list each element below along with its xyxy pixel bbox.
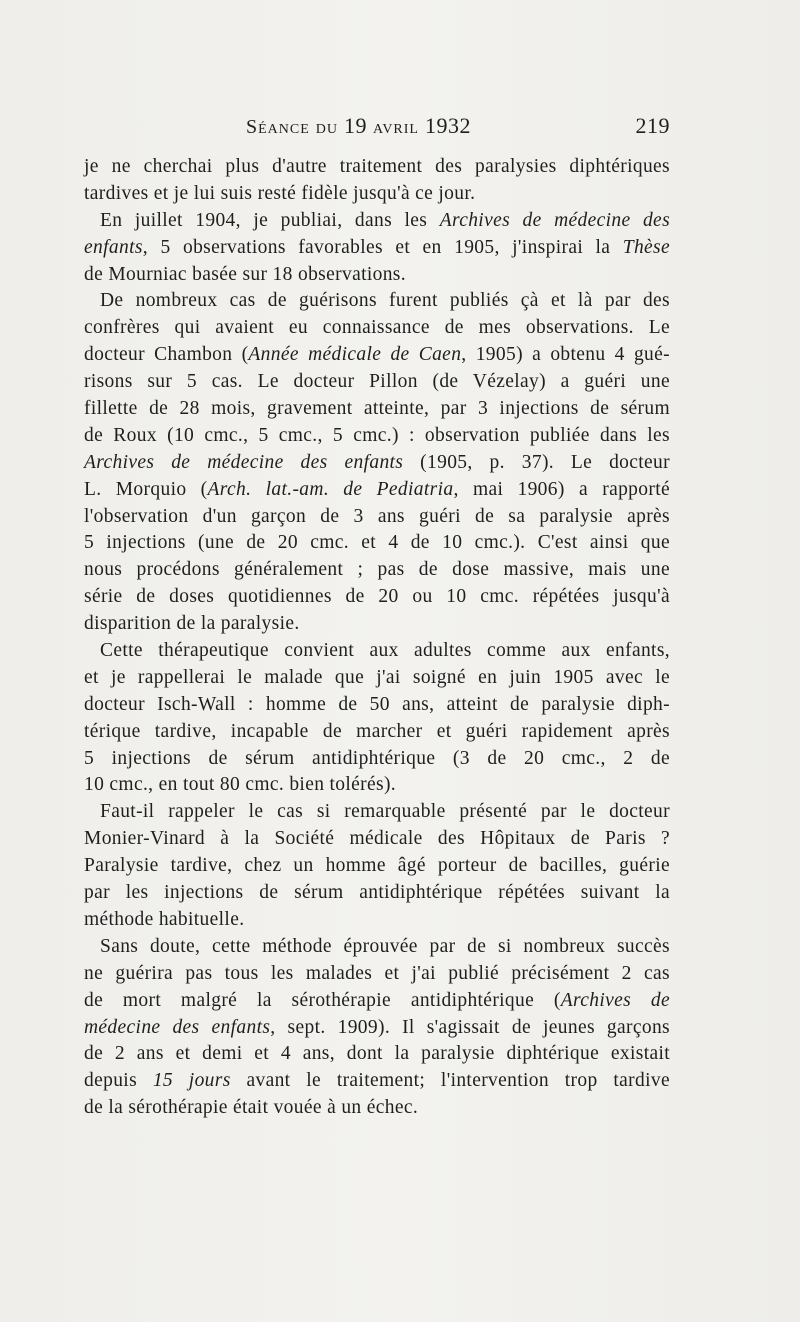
text-line <box>84 880 670 907</box>
italic-text: Année médicale de Caen <box>248 344 462 366</box>
page-header <box>84 113 670 143</box>
running-head-seance: Séance du <box>246 116 339 138</box>
text-segment: , 5 observations favorables et en 1905, j'inspirai la <box>142 236 623 258</box>
text-segment: de mort malgré la sérothérapie antidiphtérique ( <box>84 989 561 1011</box>
text-line <box>84 961 670 988</box>
text-segment: , 1905) a obtenu 4 gué- <box>461 344 671 366</box>
text-segment: Sans doute, cette méthode éprouvée par de si nombreux succès <box>100 935 670 957</box>
text-line <box>84 450 670 477</box>
running-head-year: 1932 <box>424 113 471 138</box>
text-line <box>84 1095 670 1122</box>
page-number: 219 <box>635 113 670 138</box>
text-line <box>84 342 670 369</box>
body-text <box>84 154 670 1122</box>
text-line <box>84 584 670 611</box>
text-line <box>84 692 670 719</box>
text-segment: disparition de la paralysie. <box>84 613 300 635</box>
text-line <box>84 208 670 235</box>
text-segment: Faut-il rappeler le cas si remarquable présenté par le docteur <box>100 801 670 823</box>
text-line <box>84 746 670 773</box>
italic-text: médecine des enfants <box>84 1016 271 1038</box>
text-segment: de Roux (10 cmc., 5 cmc., 5 cmc.) : observation publiée dans les <box>84 424 670 446</box>
text-segment: 10 cmc., en tout 80 cmc. bien tolérés). <box>84 774 397 796</box>
text-segment: et je rappellerai le malade que j'ai soigné en juin 1905 avec le <box>84 666 670 688</box>
text-segment: L. Morquio ( <box>84 478 208 500</box>
text-line <box>84 611 670 638</box>
text-segment: 5 injections (une de 20 cmc. et 4 de 10 cmc.). C'est ainsi que <box>84 532 670 554</box>
text-line <box>84 530 670 557</box>
text-segment: tardives et je lui suis resté fidèle jusqu'à ce jour. <box>84 182 476 204</box>
text-line <box>84 315 670 342</box>
italic-text: 15 jours <box>152 1070 231 1092</box>
text-segment: docteur Isch-Wall : homme de 50 ans, atteint de paralysie diph- <box>84 693 670 715</box>
text-segment: fillette de 28 mois, gravement atteinte, par 3 injections de sérum <box>84 398 670 420</box>
text-line <box>84 181 670 208</box>
text-segment: confrères qui avaient eu connaissance de mes observations. Le <box>84 317 670 339</box>
text-segment: depuis <box>84 1070 153 1092</box>
text-segment: docteur Chambon ( <box>84 344 249 366</box>
text-line <box>84 477 670 504</box>
text-segment: , sept. 1909). Il s'agissait de jeunes garçons <box>270 1016 670 1038</box>
text-segment: de 2 ans et demi et 4 ans, dont la paralysie diphtérique existait <box>84 1043 670 1065</box>
italic-text: Arch. lat.-am. de Pediatria <box>207 478 454 500</box>
text-segment: série de doses quotidiennes de 20 ou 10 cmc. répétées jusqu'à <box>84 586 670 608</box>
text-line <box>84 288 670 315</box>
text-segment: , mai 1906) a rapporté <box>453 478 670 500</box>
text-segment: (1905, p. 37). Le docteur <box>403 451 671 473</box>
text-line <box>84 1041 670 1068</box>
text-segment: 5 injections de sérum antidiphtérique (3 de 20 cmc., 2 de <box>84 747 670 769</box>
text-line <box>84 235 670 262</box>
text-line <box>84 772 670 799</box>
italic-text: Archives de <box>560 989 670 1011</box>
text-segment: par les injections de sérum antidiphtérique répétées suivant la <box>84 882 670 904</box>
italic-text: enfants <box>84 236 143 258</box>
text-line <box>84 396 670 423</box>
text-line <box>84 719 670 746</box>
text-line <box>84 557 670 584</box>
text-segment: En juillet 1904, je publiai, dans les <box>100 209 440 231</box>
text-segment: Monier-Vinard à la Société médicale des Hôpitaux de Paris ? <box>84 828 670 850</box>
text-segment: de Mourniac basée sur 18 observations. <box>84 263 406 285</box>
text-segment: nous procédons généralement ; pas de dose massive, mais une <box>84 559 670 581</box>
text-segment: De nombreux cas de guérisons furent publiés çà et là par des <box>100 290 670 312</box>
text-segment: Paralysie tardive, chez un homme âgé porteur de bacilles, guérie <box>84 855 670 877</box>
text-line <box>84 1068 670 1095</box>
text-line <box>84 988 670 1015</box>
text-line <box>84 369 670 396</box>
text-line <box>84 826 670 853</box>
running-head <box>246 113 471 139</box>
text-line <box>84 504 670 531</box>
text-line <box>84 665 670 692</box>
text-segment: je ne cherchai plus d'autre traitement des paralysies diphtériques <box>84 156 670 177</box>
text-line <box>84 799 670 826</box>
italic-text: Thèse <box>622 236 670 258</box>
text-line <box>84 262 670 289</box>
text-segment: ne guérira pas tous les malades et j'ai publié précisément 2 cas <box>84 962 670 984</box>
text-segment: térique tardive, incapable de marcher et guéri rapidement après <box>84 720 670 742</box>
italic-text: Archives de médecine des enfants <box>84 451 404 473</box>
text-line <box>84 1015 670 1042</box>
italic-text: Archives de médecine des <box>439 209 671 231</box>
text-segment: l'observation d'un garçon de 3 ans guéri de sa paralysie après <box>84 505 670 527</box>
text-segment: Cette thérapeutique convient aux adultes comme aux enfants, <box>100 640 670 662</box>
text-segment: risons sur 5 cas. Le docteur Pillon (de Vézelay) a guéri une <box>84 371 670 393</box>
text-line <box>84 154 670 181</box>
text-line <box>84 853 670 880</box>
text-segment: avant le traitement; l'intervention trop tardive <box>230 1070 670 1092</box>
text-line <box>84 423 670 450</box>
running-head-day: 19 <box>344 113 368 138</box>
text-line <box>84 638 670 665</box>
text-segment: méthode habituelle. <box>84 908 245 930</box>
running-head-month: avril <box>373 116 419 138</box>
text-line <box>84 907 670 934</box>
text-line <box>84 934 670 961</box>
text-segment: de la sérothérapie était vouée à un échec. <box>84 1097 419 1119</box>
